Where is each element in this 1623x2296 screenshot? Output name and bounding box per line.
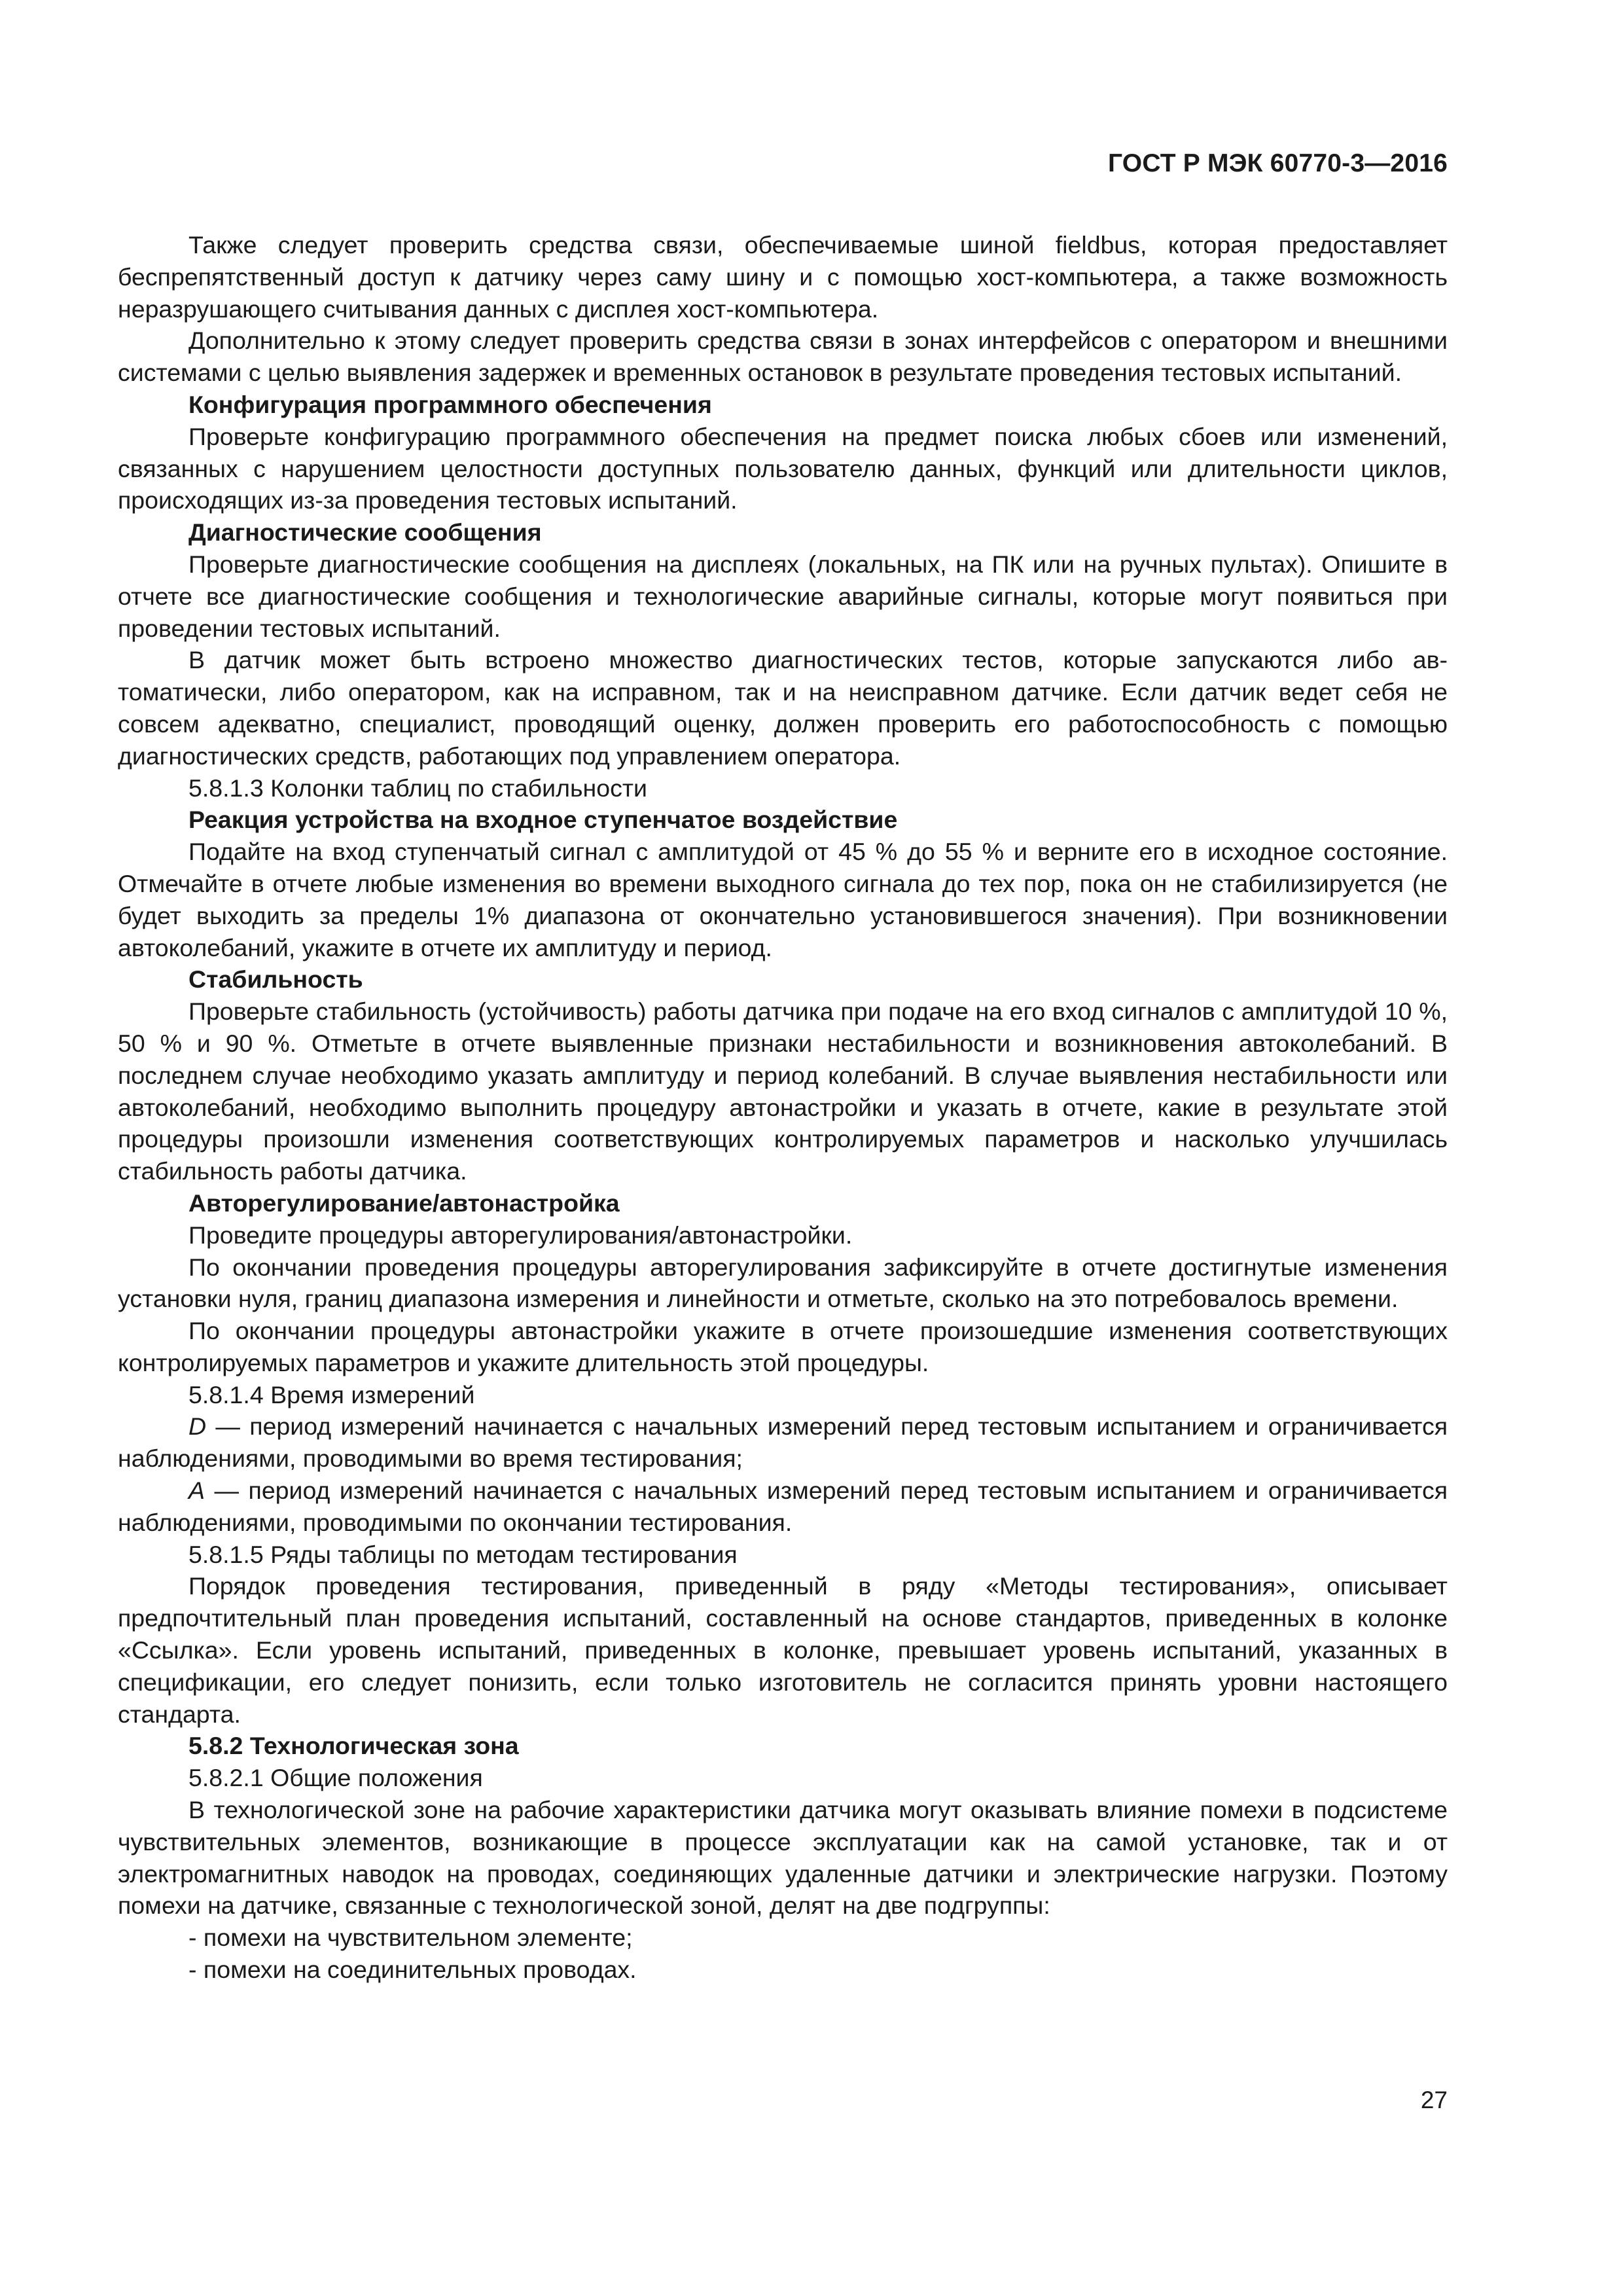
subsection-title: 5.8.1.5 Ряды таблицы по методам тестирования (188, 1540, 738, 1568)
paragraph: По окончании проведения процедуры авторегулирования зафиксируйте в отчете достигнутые изменения установки нуля, границ диапазона измерения и линейности и отметьте, сколько на это потребовалось времени. (118, 1253, 1448, 1313)
document-header: ГОСТ Р МЭК 60770-3—2016 (1108, 149, 1448, 177)
paragraph: По окончании процедуры автонастройки укажите в отчете произошедшие изменения соответствующих контролируемых параметров и укажите длительность этой процедуры. (118, 1317, 1448, 1376)
definition-text: — период измерений начинается с начальных измерений перед тестовым испытанием и ограничивается наблюдениями, проводимыми во время тестирования; (118, 1412, 1448, 1473)
definition-d (118, 1410, 1448, 1475)
symbol-a: A (188, 1477, 205, 1505)
paragraph: Также следует проверить средства связи, обеспечиваемые шиной fieldbus, которая предоставляет беспрепятственный доступ к датчику через саму шину и с помощью хост-компьютера, а также возможность неразрушающего считывания данных с дисплея хост-компьютера. (118, 231, 1448, 323)
section-heading: 5.8.2 Технологическая зона (188, 1732, 519, 1760)
paragraph: Проведите процедуры авторегулирования/автонастройки. (188, 1221, 853, 1249)
definition-a (118, 1475, 1448, 1539)
paragraph: Проверьте диагностические сообщения на дисплеях (локальных, на ПК или на ручных пультах). Опишите в отчете все диагностические сообщения и технологические аварийные сигналы, которые могут появиться при проведении тестовых испытаний. (118, 550, 1448, 642)
section-heading: Диагностические сообщения (188, 518, 542, 547)
paragraph: Подайте на вход ступенчатый сигнал с амплитудой от 45 % до 55 % и верните его в исходное состояние. Отмечайте в отчете любые изменения во времени выходного сигнала до тех пор, пока он не стабилизируется (не будет выходить за пределы 1% диапазона от окончательно установившегося значения). При возникновении автоколебаний, укажите в отчете их амплитуду и период. (118, 838, 1448, 961)
paragraph: Порядок проведения тестирования, приведенный в ряду «Методы тестирования», описывает предпочтительный план проведения испытаний, составленный на основе стандартов, приведенных в колонке «Ссылка». Если уровень испытаний, приведенных в колонке, превышает уровень испытаний, указанных в спецификации, его следует понизить, если только изготовитель не согласится принять уровни настоящего стандарта. (118, 1572, 1448, 1728)
definition-text: — период измерений начинается с начальных измерений перед тестовым испытанием и ограничивается наблюдениями, проводимыми по окончании тестирования. (118, 1477, 1448, 1536)
page-number: 27 (1420, 2087, 1448, 2113)
section-heading: Авторегулирование/автонастройка (188, 1189, 620, 1217)
list-item: - помехи на соединительных проводах. (188, 1956, 637, 1984)
symbol-d: D (188, 1412, 207, 1441)
paragraph: Проверьте стабильность (устойчивость) работы датчика при подаче на его вход сигналов с амплитудой 10 %, 50 % и 90 %. Отметьте в отчете выявленные признаки нестабильности и возникновения автоколебаний. В последнем случае необходимо указать амплитуду и период колебаний. В случае выявления нестабильности или автоколебаний, необходимо выполнить процедуру автонастройки и указать в отчете, какие в результате этой процедуры произошли изменения соответствующих контролируемых параметров и насколько улучшилась стабильность работы датчика. (118, 997, 1448, 1185)
paragraph: Проверьте конфигурацию программного обеспечения на предмет поиска любых сбоев или изменений, связанных с нарушением целостности доступных пользователю данных, функций или длительности циклов, происходящих из-за проведения тестовых испытаний. (118, 422, 1448, 514)
paragraph: Дополнительно к этому следует проверить средства связи в зонах интерфейсов с оператором и внешними системами с целью выявления задержек и временных остановок в результате проведения тестовых испытаний. (118, 327, 1448, 387)
subsection-title: 5.8.1.3 Колонки таблиц по стабильности (188, 774, 647, 802)
section-heading: Конфигурация программного обеспечения (188, 390, 712, 418)
section-heading: Реакция устройства на входное ступенчатое воздействие (188, 806, 898, 834)
paragraph: В технологической зоне на рабочие характеристики датчика могут оказывать влияние помехи в подсистеме чувствительных элементов, возникающие в процессе эксплуатации как на самой установке, так и от электромагнитных наводок на проводах, соединяющих удаленные датчики и электрические нагрузки. Поэтому помехи на датчике, связанные с технологической зоной, делят на две подгруппы: (118, 1796, 1448, 1920)
subsection-title: 5.8.2.1 Общие положения (188, 1764, 483, 1792)
document-body (118, 229, 1448, 1986)
list-item: - помехи на чувствительном элементе; (188, 1924, 633, 1952)
section-heading: Стабильность (188, 965, 363, 994)
paragraph: В датчик может быть встроено множество диагностических тестов, которые запускаются либо автоматически, либо оператором, как на исправном, так и на неисправном датчике. Если датчик ведет себя не совсем адекватно, специалист, проводящий оценку, должен проверить его работоспособность с помощью диагностических средств, работающих под управлением оператора. (118, 646, 1448, 770)
subsection-title: 5.8.1.4 Время измерений (188, 1380, 475, 1408)
